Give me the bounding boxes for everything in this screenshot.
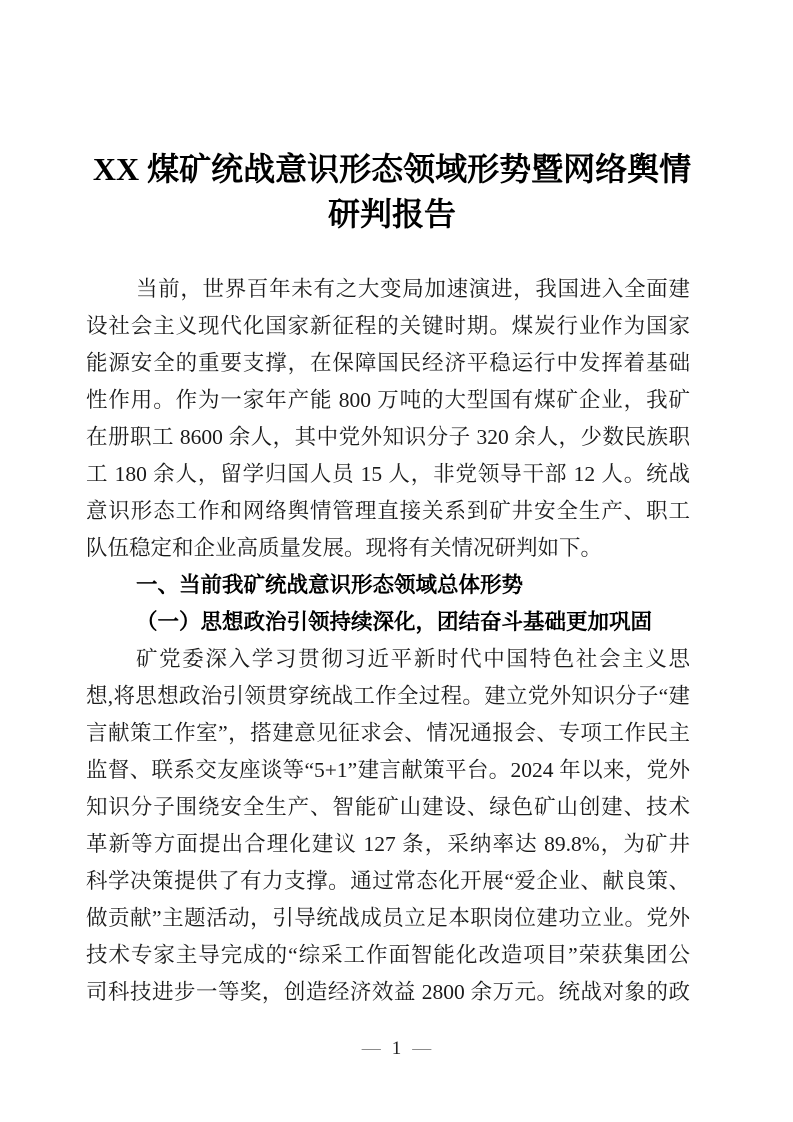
text-line: 做贡献”主题活动，引导统战成员立足本职岗位建功立业。党外 (86, 906, 690, 930)
text-line: 知识分子围绕安全生产、智能矿山建设、绿色矿山创建、技术 (86, 795, 690, 819)
text-line: 言献策工作室”，搭建意见征求会、情况通报会、专项工作民主 (86, 721, 690, 745)
text-line: 设社会主义现代化国家新征程的关键时期。煤炭行业作为国家 (86, 314, 690, 338)
page-footer (0, 1038, 793, 1060)
document-title: XX 煤矿统战意识形态领域形势暨网络舆情研判报告 (92, 151, 692, 232)
text-line: 技术专家主导完成的“综采工作面智能化改造项目”荣获集团公 (86, 943, 690, 967)
text-line: 监督、联系交友座谈等“5+1”建言献策平台。2024 年以来，党外 (86, 758, 690, 782)
text-line: 在册职工 8600 余人，其中党外知识分子 320 余人，少数民族职 (86, 425, 690, 449)
footer-dash-left: — (361, 1038, 381, 1059)
text-line: 能源安全的重要支撑，在保障国民经济平稳运行中发挥着基础 (86, 351, 690, 375)
page-number: 1 (391, 1038, 402, 1059)
text-line: 革新等方面提出合理化建议 127 条，采纳率达 89.8%，为矿井 (86, 832, 690, 856)
text-line: 工 180 余人，留学归国人员 15 人，非党领导干部 12 人。统战 (86, 462, 690, 486)
text-line: 队伍稳定和企业高质量发展。现将有关情况研判如下。 (86, 536, 603, 560)
text-line: 当前，世界百年未有之大变局加速演进，我国进入全面建 (136, 277, 690, 301)
text-line: 想,将思想政治引领贯穿统战工作全过程。建立党外知识分子“建 (86, 684, 690, 708)
footer-dash-right: — (412, 1038, 432, 1059)
text-line: 性作用。作为一家年产能 800 万吨的大型国有煤矿企业，我矿 (86, 388, 690, 412)
text-line: 意识形态工作和网络舆情管理直接关系到矿井安全生产、职工 (86, 499, 690, 523)
text-line: 矿党委深入学习贯彻习近平新时代中国特色社会主义思 (136, 647, 690, 671)
section-heading: 一、当前我矿统战意识形态领域总体形势 (136, 573, 524, 597)
text-line: 司科技进步一等奖，创造经济效益 2800 余万元。统战对象的政 (86, 980, 690, 1004)
text-line: 科学决策提供了有力支撑。通过常态化开展“爱企业、献良策、 (86, 869, 690, 893)
subsection-heading: （一）思想政治引领持续深化，团结奋斗基础更加巩固 (136, 610, 653, 634)
document-body (86, 271, 690, 1011)
